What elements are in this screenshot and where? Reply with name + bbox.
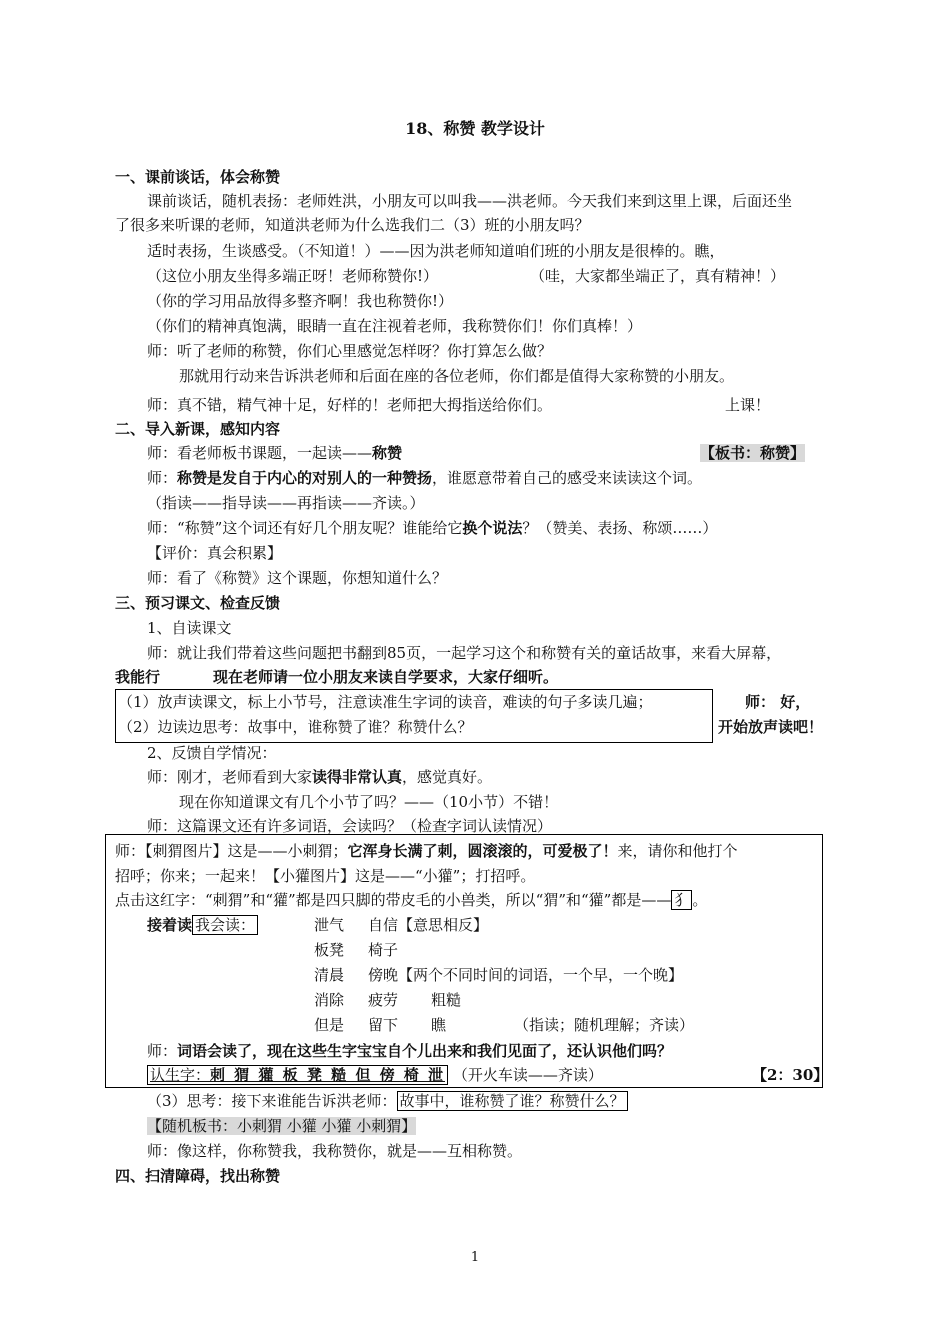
section-4-heading: 四、扫清障碍，找出称赞 — [115, 1167, 281, 1185]
box2-row-4: 接着读 我会读： — [147, 914, 258, 936]
box2-row-2: 招呼；你来；一起来！【小獾图片】这是——“小獾”；打招呼。 — [115, 867, 536, 885]
s2-line-4: 师：“称赞”这个词还有好几个朋友呢？谁能给它换个说法？（赞美、表扬、称颂……） — [147, 519, 718, 537]
s1-line-7: 师：听了老师的称赞，你们心里感觉怎样呀？你打算怎么做？ — [147, 342, 553, 360]
self-study-item-2: （2）边读边思考：故事中，谁称赞了谁？称赞什么？ — [118, 718, 473, 736]
s2-line-5: 【评价：真会积累】 — [147, 544, 283, 562]
page-title: 18、称赞 教学设计 — [405, 119, 545, 138]
i-can-read-label: 我会读： — [192, 915, 258, 935]
s1-line-9a: 师：真不错，精气神十足，好样的！老师把大拇指送给你们。 — [147, 396, 553, 414]
word-5b: 留下 — [368, 1016, 399, 1034]
s1-line-5: （你的学习用品放得多整齐啊！我也称赞你!） — [147, 292, 454, 310]
s1-line-4a: （这位小朋友坐得多端正呀！老师称赞你!） — [147, 267, 439, 285]
word-4a: 消除 — [314, 991, 345, 1009]
s2-line-3: （指读——指导读——再指读——齐读。） — [147, 494, 425, 512]
s2-line-6: 师：看了《称赞》这个课题，你想知道什么？ — [147, 569, 448, 587]
s3-line-4: 2、反馈自学情况： — [147, 744, 277, 762]
board-title-label: 【板书：称赞】 — [700, 444, 806, 462]
s1-line-2: 了很多来听课的老师，知道洪老师为什么选我们二（3）班的小朋友吗？ — [115, 216, 590, 234]
think-question-box: 故事中，谁称赞了谁？称赞什么？ — [397, 1091, 628, 1111]
s3-line-1: 1、自读课文 — [147, 619, 232, 637]
s1-line-9b: 上课！ — [725, 396, 771, 414]
word-1a: 泄气 — [314, 916, 345, 934]
word-3b: 傍晚【两个不同时间的词语，一个早，一个晚】 — [368, 966, 684, 984]
s3-line-7: 师：这篇课文还有许多词语，会读吗？（检查字词认读情况） — [147, 817, 553, 835]
word-4c: 粗糙 — [431, 991, 462, 1009]
s3-line-3b: 现在老师请一位小朋友来读自学要求，大家仔细听。 — [213, 668, 559, 686]
word-1b: 自信【意思相反】 — [368, 916, 489, 934]
random-board-label: 【随机板书：小刺猬 小獾 小獾 小刺猬】 — [147, 1117, 417, 1135]
s3-side-2: 开始放声读吧！ — [718, 718, 824, 736]
s2-line-1: 师：看老师板书课题，一起读——称赞 — [147, 444, 403, 462]
s1-line-3: 适时表扬，生谈感受。（不知道！）——因为洪老师知道咱们班的小朋友是很棒的。瞧， — [147, 242, 725, 260]
word-2b: 椅子 — [368, 941, 399, 959]
radical-box: 犭 — [671, 890, 692, 910]
s2-line-2: 师：称赞是发自于内心的对别人的一种赞扬，谁愿意带着自己的感受来读读这个词。 — [147, 469, 703, 487]
word-5d: （指读；随机理解；齐读） — [514, 1016, 695, 1034]
word-5c: 瞧 — [431, 1016, 447, 1034]
section-2-heading: 二、导入新课，感知内容 — [115, 420, 281, 438]
box2-row-1: 师：【刺猬图片】这是——小刺猬；它浑身长满了刺，圆滚滚的，可爱极了！来，请你和他打个 — [115, 842, 738, 860]
new-characters-strip: 认生字：刺 猬 獾 板 凳 糙 但 傍 椅 泄 — [147, 1065, 448, 1085]
time-marker: 【2：30】 — [752, 1066, 829, 1084]
section-3-heading: 三、预习课文、检查反馈 — [115, 594, 281, 612]
section-1-heading: 一、课前谈话，体会称赞 — [115, 168, 281, 186]
s3-line-5: 师：刚才，老师看到大家读得非常认真，感觉真好。 — [147, 768, 493, 786]
word-4b: 疲劳 — [368, 991, 399, 1009]
box2-row-6: 认生字：刺 猬 獾 板 凳 糙 但 傍 椅 泄 （开火车读——齐读） — [147, 1064, 603, 1086]
s3-line-6: 现在你知道课文有几个小节了吗？——（10小节）不错！ — [179, 793, 559, 811]
s1-line-8: 那就用行动来告诉洪老师和后面在座的各位老师，你们都是值得大家称赞的小朋友。 — [179, 367, 735, 385]
s3-line-3a: 我能行 — [115, 668, 161, 686]
word-2a: 板凳 — [314, 941, 345, 959]
s3-line-10: 师：像这样，你称赞我，我称赞你，就是——互相称赞。 — [147, 1142, 523, 1160]
s3-line-8: （3）思考：接下来谁能告诉洪老师： 故事中，谁称赞了谁？称赞什么？ — [147, 1090, 628, 1112]
box2-row-5: 师：词语会读了，现在这些生字宝宝自个儿出来和我们见面了，还认识他们吗？ — [147, 1042, 673, 1060]
s1-line-6: （你们的精神真饱满，眼睛一直在注视着老师，我称赞你们！你们真棒！） — [147, 317, 643, 335]
self-study-item-1: （1）放声读课文，标上小节号，注意读准生字词的读音，难读的句子多读几遍； — [118, 693, 653, 711]
word-5a: 但是 — [314, 1016, 345, 1034]
s1-line-4b: （哇，大家都坐端正了，真有精神！） — [530, 267, 786, 285]
box2-row-3: 点击这红字：“刺猬”和“獾”都是四只脚的带皮毛的小兽类，所以“猬”和“獾”都是—— 犭 。 — [115, 891, 708, 909]
word-3a: 清晨 — [314, 966, 345, 984]
s3-line-2: 师：就让我们带着这些问题把书翻到85页，一起学习这个和称赞有关的童话故事，来看大屏幕， — [147, 644, 782, 662]
s3-side-1: 师： 好， — [745, 693, 811, 711]
s1-line-1: 课前谈话，随机表扬：老师姓洪，小朋友可以叫我——洪老师。今天我们来到这里上课，后面还坐 — [147, 192, 793, 210]
page-number: 1 — [470, 1250, 480, 1265]
